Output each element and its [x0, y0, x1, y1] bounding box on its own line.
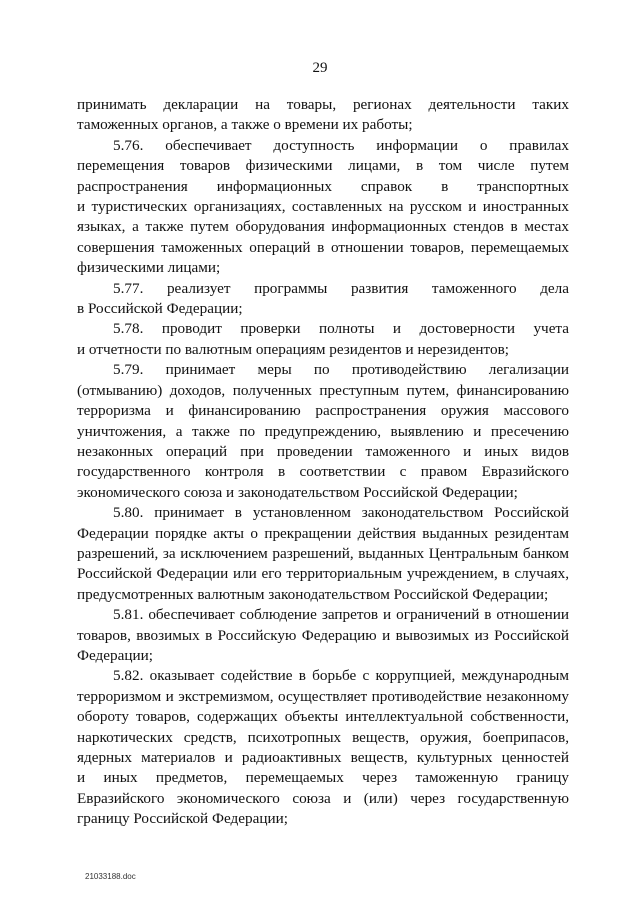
- text-line: 5.81. обеспечивает соблюдение запретов и ограничений в отношении: [113, 606, 569, 624]
- text-line: распространения информационных справок в транспортных: [77, 177, 569, 195]
- paragraph-5-80: [77, 503, 569, 605]
- text-line: принимать декларации на товары, регионах деятельности таких: [77, 96, 569, 113]
- text-line: совершения таможенных операций в отношении товаров, перемещаемых: [77, 238, 569, 256]
- text-line: и туристических организациях, составленных на русском и иностранных: [77, 198, 569, 216]
- text-line: языках, а также путем оборудования информационных стендов в местах: [77, 218, 569, 236]
- text-line: наркотических средств, психотропных веществ, оружия, боеприпасов,: [77, 728, 569, 746]
- text-line: 5.76. обеспечивает доступность информации о правилах: [113, 136, 569, 154]
- text-line: физическими лицами;: [77, 259, 221, 277]
- paragraph: [77, 95, 569, 136]
- text-line: таможенных органов, а также о времени их работы;: [77, 116, 413, 134]
- text-line: Евразийского экономического союза и (или) через государственную: [77, 789, 569, 807]
- text-line: незаконных операций при проведении таможенного и иных видов: [77, 442, 569, 460]
- paragraph-5-78: [77, 319, 569, 360]
- text-line: Российской Федерации или его территориальным учреждением, в случаях,: [77, 565, 569, 583]
- text-line: Федерации порядке акты о прекращении действия выданных резидентам: [77, 524, 569, 542]
- text-line: товаров, ввозимых в Российскую Федерацию и вывозимых из Российской: [77, 626, 569, 644]
- text-line: Федерации;: [77, 646, 153, 664]
- text-line: уничтожения, а также по предупреждению, выявлению и пресечению: [77, 422, 569, 440]
- text-line: и иных предметов, перемещаемых через таможенную границу: [77, 769, 569, 787]
- text-line: 5.80. принимает в установленном законодательством Российской: [113, 504, 569, 522]
- paragraph-5-81: [77, 605, 569, 666]
- document-body: [77, 95, 569, 830]
- file-name-footer: 21033188.doc: [85, 872, 136, 881]
- text-line: разрешений, за исключением разрешений, выданных Центральным банком: [77, 544, 569, 562]
- text-line: перемещения товаров физическими лицами, в том числе путем: [77, 157, 569, 175]
- text-line: предусмотренных валютным законодательством Российской Федерации;: [77, 585, 549, 603]
- paragraph-5-82: [77, 666, 569, 829]
- text-line: ядерных материалов и радиоактивных веществ, культурных ценностей: [77, 749, 569, 766]
- text-line: обороту товаров, содержащих объекты интеллектуальной собственности,: [77, 708, 569, 726]
- paragraph-5-76: [77, 136, 569, 279]
- text-line: (отмыванию) доходов, полученных преступным путем, финансированию: [77, 381, 569, 399]
- page-number: 29: [312, 60, 328, 76]
- text-line: 5.78. проводит проверки полноты и достоверности учета: [113, 320, 569, 338]
- text-line: в Российской Федерации;: [77, 300, 243, 318]
- paragraph-5-79: [77, 360, 569, 503]
- text-line: границу Российской Федерации;: [77, 810, 288, 828]
- text-line: 5.79. принимает меры по противодействию легализации: [113, 361, 569, 379]
- text-line: экономического союза и законодательством Российской Федерации;: [77, 483, 518, 501]
- text-line: и отчетности по валютным операциям резидентов и нерезидентов;: [77, 340, 509, 358]
- text-line: 5.77. реализует программы развития таможенного дела: [113, 279, 569, 297]
- paragraph-5-77: [77, 279, 569, 320]
- text-line: государственного контроля в соответствии с правом Евразийского: [77, 463, 569, 481]
- text-line: терроризма и финансированию распространения оружия массового: [77, 402, 569, 420]
- text-line: терроризмом и экстремизмом, осуществляет противодействие незаконному: [77, 687, 569, 705]
- text-line: 5.82. оказывает содействие в борьбе с коррупцией, международным: [113, 667, 569, 685]
